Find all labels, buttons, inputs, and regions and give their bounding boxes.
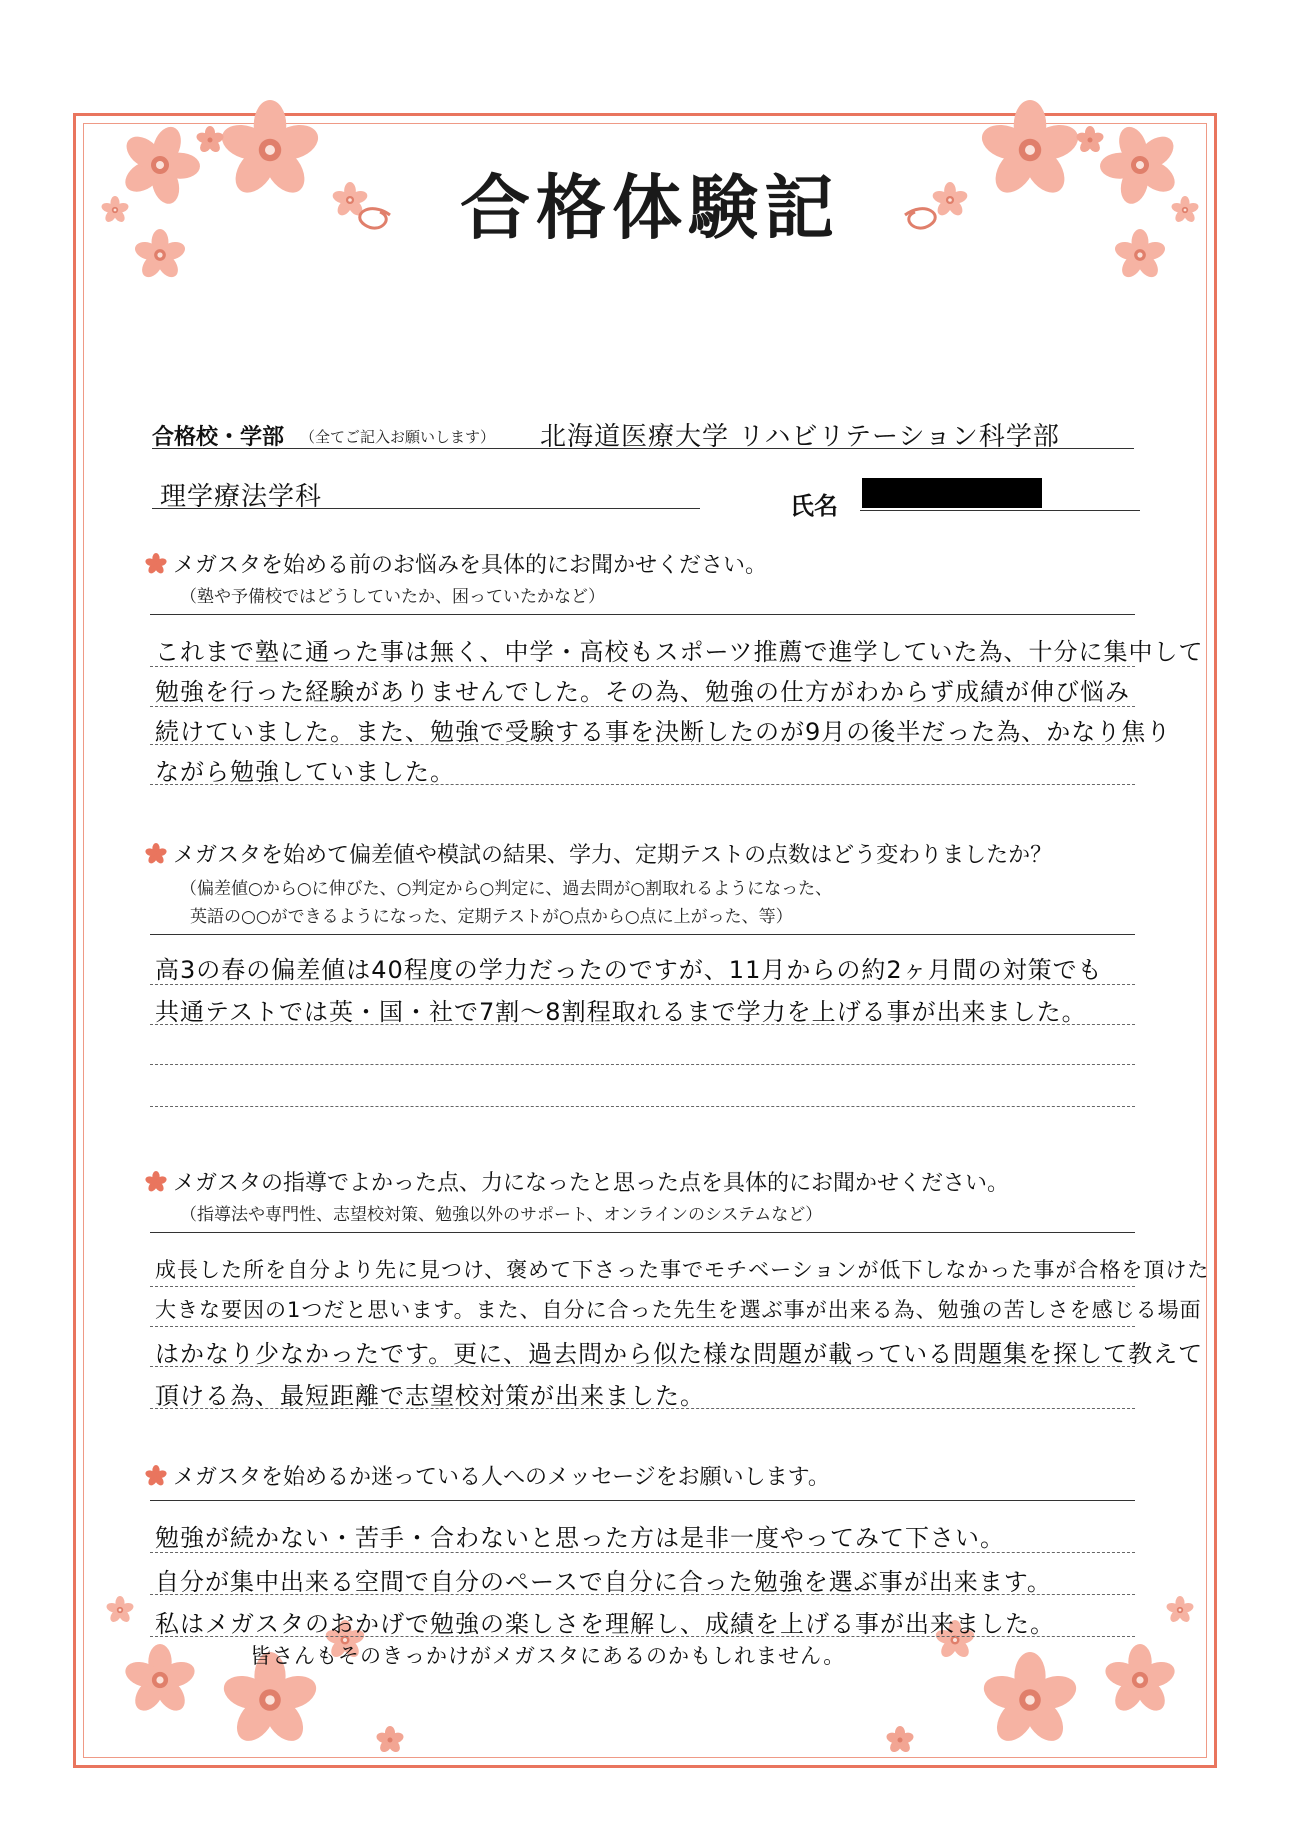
sakura-icon (145, 1171, 167, 1193)
sakura-icon (145, 1465, 167, 1487)
section-3-hint: （指導法や専門性、志望校対策、勉強以外のサポート、オンラインのシステムなど） (180, 1205, 823, 1225)
ruled-line (150, 1366, 1135, 1367)
school-label: 合格校・学部 (152, 425, 285, 450)
section-4-answer-line: 皆さんもそのきっかけがメガスタにあるのかもしれません。 (250, 1644, 846, 1668)
name-label: 氏名 (790, 492, 838, 520)
sakura-icon (145, 843, 167, 865)
section-4-answer-line: 自分が集中出来る空間で自分のペースで自分に合った勉強を選ぶ事が出来ます。 (155, 1568, 1052, 1596)
department-value: 理学療法学科 (160, 482, 323, 512)
section-1-answer-line: 続けていました。また、勉強で受験する事を決断したのが9月の後半だった為、かなり焦り (155, 718, 1172, 746)
section-2-hint: （偏差値○から○に伸びた、○判定から○判定に、過去問が○割取れるようになった、 (180, 879, 833, 899)
ruled-line (150, 1636, 1135, 1637)
section-2-answer-line: 共通テストでは英・国・社で7割〜8割程取れるまで学力を上げる事が出来ました。 (155, 998, 1087, 1026)
section-2-topline (150, 934, 1135, 935)
ruled-line (150, 1552, 1135, 1553)
ruled-line (150, 984, 1135, 985)
ruled-line (150, 1594, 1135, 1595)
section-3-answer-line: 大きな要因の1つだと思います。また、自分に合った先生を選ぶ事が出来る為、勉強の苦しさを感じる場面 (155, 1298, 1202, 1322)
school-note: （全てご記入お願いします） (300, 428, 496, 446)
section-4-question: メガスタを始めるか迷っている人へのメッセージをお願いします。 (145, 1460, 830, 1491)
name-redaction (862, 478, 1042, 508)
section-3-answer-line: 成長した所を自分より先に見つけ、褒めて下さった事でモチベーションが低下しなかった事が合格を頂けた (155, 1258, 1210, 1282)
ruled-line (150, 1064, 1135, 1065)
section-3-question: メガスタの指導でよかった点、力になったと思った点を具体的にお聞かせください。 (145, 1166, 1009, 1197)
section-1-answer-line: 勉強を行った経験がありませんでした。その為、勉強の仕方がわからず成績が伸び悩み (155, 678, 1130, 706)
section-1-topline (150, 614, 1135, 615)
section-1-answer-line: ながら勉強していました。 (155, 758, 455, 786)
section-1-question: メガスタを始める前のお悩みを具体的にお聞かせください。 (145, 548, 767, 579)
ruled-line (150, 1326, 1135, 1327)
department-underline (152, 508, 700, 509)
section-1-answer-line: これまで塾に通った事は無く、中学・高校もスポーツ推薦で進学していた為、十分に集中して (155, 638, 1204, 666)
ruled-line (150, 744, 1135, 745)
ruled-line (150, 784, 1135, 785)
sakura-icon (145, 553, 167, 575)
section-2-hint: 英語の○○ができるようになった、定期テストが○点から○点に上がった、等） (190, 907, 793, 927)
ruled-line (150, 666, 1135, 667)
section-4-topline (150, 1500, 1135, 1501)
section-2-answer-line: 高3の春の偏差値は40程度の学力だったのですが、11月からの約2ヶ月間の対策でも (155, 956, 1103, 984)
ruled-line (150, 1408, 1135, 1409)
ruled-line (150, 1106, 1135, 1107)
ruled-line (150, 706, 1135, 707)
section-3-answer-line: 頂ける為、最短距離で志望校対策が出来ました。 (155, 1382, 705, 1410)
name-underline (860, 510, 1140, 511)
ruled-line (150, 1286, 1135, 1287)
page-title: 合格体験記 (460, 166, 840, 249)
school-underline (152, 448, 1134, 449)
section-4-answer-line: 勉強が続かない・苦手・合わないと思った方は是非一度やってみて下さい。 (155, 1524, 1005, 1552)
section-4-answer-line: 私はメガスタのおかげで勉強の楽しさを理解し、成績を上げる事が出来ました。 (155, 1610, 1055, 1638)
section-2-question: メガスタを始めて偏差値や模試の結果、学力、定期テストの点数はどう変わりましたか？ (145, 838, 1052, 869)
section-1-hint: （塾や予備校ではどうしていたか、困っていたかなど） (180, 587, 605, 607)
section-3-answer-line: はかなり少なかったです。更に、過去問から似た様な問題が載っている問題集を探して教えて (155, 1340, 1204, 1368)
ruled-line (150, 1024, 1135, 1025)
section-3-topline (150, 1232, 1135, 1233)
school-value: 北海道医療大学 リハビリテーション科学部 (540, 422, 1060, 452)
